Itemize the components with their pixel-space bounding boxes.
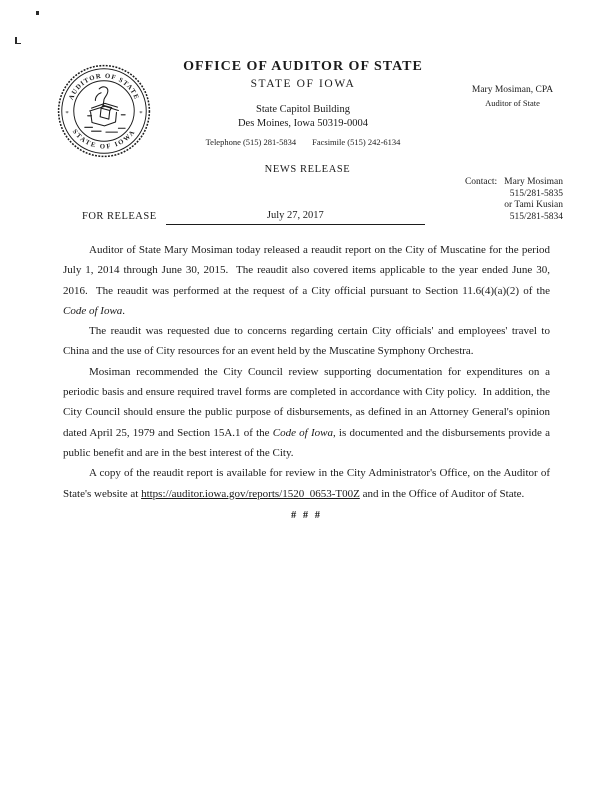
- contact-label: Contact:: [464, 177, 498, 187]
- release-date: July 27, 2017: [266, 210, 324, 221]
- document-body: [63, 240, 553, 526]
- news-release-heading: NEWS RELEASE: [264, 164, 351, 175]
- contact-name: Mary Mosiman: [504, 177, 563, 187]
- paragraph-1: [63, 240, 553, 321]
- contact-block: [465, 177, 563, 223]
- svg-text:AUDITOR OF STATE: AUDITOR OF STATE: [67, 72, 141, 102]
- seal-center-art: [85, 87, 125, 132]
- address-line-1: State Capitol Building: [256, 104, 350, 115]
- paragraph-text: A copy of the reaudit report is available for review in the City Administrator's Office, on the Auditor of State's website at: [63, 467, 553, 500]
- scan-artifact-mark: [15, 37, 21, 44]
- telephone-number: Telephone (515) 281-5834: [205, 137, 297, 147]
- seal-star-left-icon: *: [65, 109, 69, 117]
- paragraph-text: , is documented and the disbursements provide a public benefit and are in the best interest of the City.: [63, 426, 553, 459]
- address-line-2: Des Moines, Iowa 50319-0004: [237, 117, 369, 129]
- code-of-iowa-citation: Code of Iowa: [272, 426, 333, 439]
- for-release-label: FOR RELEASE: [82, 211, 157, 222]
- paragraph-text: The reaudit was requested due to concerns regarding certain City officials' and employees' travel to China and the use of City resources for an event held by the Muscatine Symphony Orchestra.: [63, 325, 553, 358]
- paragraph-2: [63, 321, 553, 362]
- paragraph-text: and in the Office of Auditor of State.: [359, 487, 525, 500]
- paragraph-3: [63, 362, 553, 463]
- official-name: Mary Mosiman, CPA: [471, 85, 554, 95]
- paragraph-text: Auditor of State Mary Mosiman today released a reaudit report on the City of Muscatine for the period July 1, 2014 through June 30, 2015. The reaudit also covered items applicable to the year ended June 30, 2016. The reaudit was performed at the request of a City official pursuant to Section 11.6(4)(a)(2) of the: [63, 244, 553, 297]
- phone-row: [153, 137, 453, 147]
- paragraph-text: .: [122, 304, 126, 317]
- contact-alt-name: or Tami Kusian: [504, 200, 563, 211]
- seal-star-right-icon: *: [139, 109, 143, 117]
- end-of-release-mark: # # #: [291, 509, 322, 521]
- scan-artifact-mark: [36, 11, 39, 15]
- auditor-of-state-seal-icon: [56, 63, 152, 159]
- report-url-link[interactable]: https://auditor.iowa.gov/reports/1520_0653-T00Z: [141, 487, 360, 500]
- letterhead: [153, 59, 453, 147]
- for-release-row: [82, 210, 425, 225]
- code-of-iowa-citation: Code of Iowa: [63, 304, 123, 317]
- paragraph-4: [63, 463, 553, 504]
- contact-phone-2: 515/281-5834: [509, 211, 563, 222]
- address-block: [153, 103, 453, 130]
- official-block: [445, 85, 580, 108]
- state-title: STATE OF IOWA: [250, 78, 356, 90]
- contact-phone-1: 515/281-5835: [509, 188, 563, 199]
- release-date-underline: [166, 210, 425, 225]
- paragraph-text: Mosiman recommended the City Council review supporting documentation for expenditures on a periodic basis and ensure required travel forms are completed in accordance with City policy. In addition, the City Council should ensure the public purpose of disbursements, as defined in an Attorney General's opinion dated April 25, 1979 and Section 15A.1 of the: [63, 365, 553, 439]
- contact-line: [465, 177, 563, 189]
- office-title: OFFICE OF AUDITOR OF STATE: [183, 59, 423, 74]
- facsimile-number: Facsimile (515) 242-6134: [312, 137, 401, 147]
- official-title: Auditor of State: [485, 98, 540, 108]
- svg-text:STATE OF IOWA: STATE OF IOWA: [70, 128, 138, 151]
